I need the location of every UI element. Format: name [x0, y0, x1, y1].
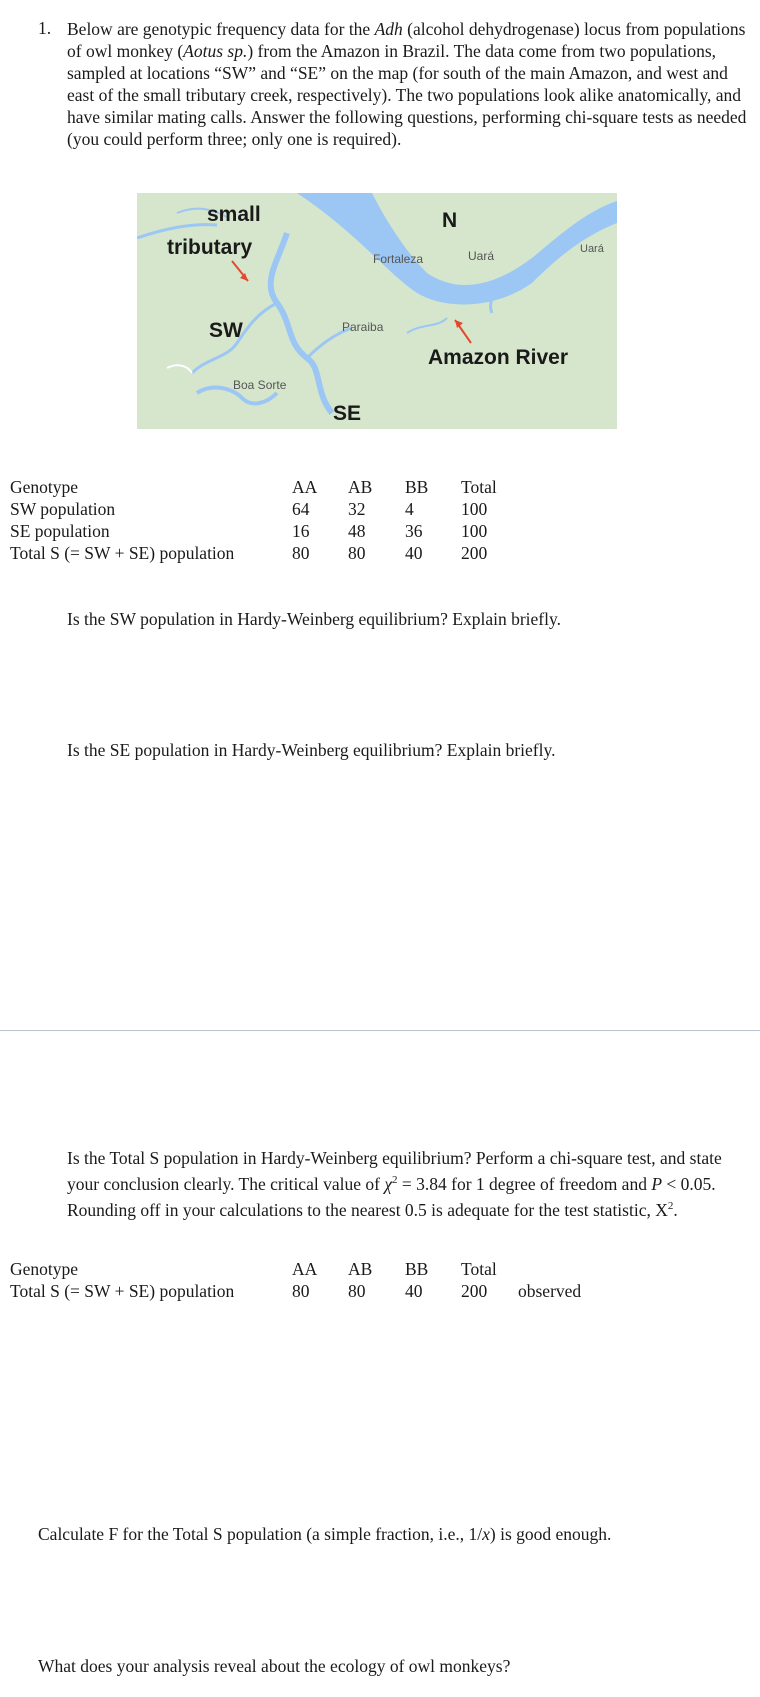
map-label-north: N: [442, 209, 458, 232]
table-header-cell: Genotype: [10, 477, 79, 497]
question-intro: [67, 18, 747, 150]
intro-text-1: Below are genotypic frequency data for the: [67, 19, 375, 39]
map-label-boa-sorte: Boa Sorte: [233, 378, 287, 392]
chi-symbol: χ: [384, 1173, 393, 1194]
page-divider: [0, 1030, 760, 1031]
amazon-map: [137, 193, 617, 429]
map-label-uara-1: Uará: [468, 249, 495, 263]
map-label-small: small: [207, 203, 261, 226]
prompt-total-text-3: < 0.05. Rounding off in your calculations to the nearest 0.5 is adequate for the test statistic, X: [67, 1173, 716, 1220]
table-cell: 80: [292, 543, 310, 563]
superscript-2: 2: [392, 1174, 398, 1186]
table-cell: 16: [292, 521, 310, 541]
prompt-sw-hwe: Is the SW population in Hardy-Weinberg equilibrium? Explain briefly.: [67, 609, 561, 629]
prompt-calc-f: [38, 1523, 728, 1545]
species-name: Aotus sp.: [183, 41, 248, 61]
p-symbol: P: [651, 1173, 663, 1194]
table-header-cell: BB: [405, 1259, 429, 1279]
map-label-paraiba: Paraiba: [342, 320, 384, 334]
table-cell: 80: [348, 543, 366, 563]
intro-text-3: ) from the Amazon in Brazil. The data come from two populations, sampled at locations “SW” and “SE” on the map (for south of the main Amazon, and west and east of the small tributary creek, respectively). The two populations look alike anatomically, and have similar mating calls. Answer the following questions, performing chi-square tests as needed (you could perform three; only one is required).: [67, 41, 747, 149]
prompt-total-text-4: .: [673, 1199, 678, 1220]
table-header-cell: BB: [405, 477, 429, 497]
table-cell: 100: [461, 521, 488, 541]
table-header-cell: Total: [461, 1259, 497, 1279]
table-cell: 40: [405, 1281, 423, 1301]
map-label-amazon-river: Amazon River: [428, 346, 569, 369]
superscript-2: 2: [667, 1199, 674, 1212]
map-label-tributary: tributary: [167, 236, 253, 259]
table-cell: 80: [348, 1281, 366, 1301]
map-label-se: SE: [333, 402, 362, 425]
map-label-uara-2: Uará: [580, 243, 604, 255]
table-cell: 200: [461, 1281, 488, 1301]
table-cell: 48: [348, 521, 366, 541]
table-header-cell: Total: [461, 477, 497, 497]
map-label-sw: SW: [209, 319, 243, 342]
table-cell: Total S (= SW + SE) population: [10, 1281, 235, 1301]
table-cell: Total S (= SW + SE) population: [10, 543, 235, 563]
prompt-ecology: What does your analysis reveal about the ecology of owl monkeys?: [38, 1656, 511, 1676]
prompt-se-hwe: Is the SE population in Hardy-Weinberg equilibrium? Explain briefly.: [67, 740, 556, 760]
table-header-cell: AB: [348, 1259, 373, 1279]
table-cell: 36: [405, 521, 423, 541]
intro-text-2: (alcohol dehydrogenase) locus from populations of owl monkey (: [67, 19, 746, 61]
table-header-cell: Genotype: [10, 1259, 79, 1279]
prompt-total-text-1: Is the Total S population in Hardy-Weinberg equilibrium? Perform a chi-square test, and state your conclusion clearly. The critical value of: [67, 1148, 722, 1194]
table-cell: 100: [461, 499, 488, 519]
table-cell: SW population: [10, 499, 116, 519]
table-header-cell: AB: [348, 477, 373, 497]
table-cell: 32: [348, 499, 366, 519]
table-cell: 64: [292, 499, 310, 519]
prompt-total-text-2: = 3.84 for 1 degree of freedom and: [397, 1173, 652, 1194]
table-cell: 200: [461, 543, 488, 563]
table-header-cell: AA: [292, 477, 318, 497]
table-header-cell: AA: [292, 1259, 318, 1279]
x-variable: x: [482, 1524, 490, 1544]
observed-label: observed: [518, 1281, 582, 1301]
table-cell: 4: [405, 499, 414, 519]
map-label-fortaleza: Fortaleza: [373, 252, 424, 266]
prompt-total-hwe: [67, 1147, 757, 1221]
prompt-calc-f-text-1: Calculate F for the Total S population (a simple fraction, i.e., 1/: [38, 1524, 483, 1544]
table-cell: 80: [292, 1281, 310, 1301]
locus-name: Adh: [374, 19, 403, 39]
question-number: 1.: [38, 18, 52, 38]
table-cell: 40: [405, 543, 423, 563]
table-cell: SE population: [10, 521, 110, 541]
prompt-calc-f-text-2: ) is good enough.: [489, 1524, 612, 1544]
